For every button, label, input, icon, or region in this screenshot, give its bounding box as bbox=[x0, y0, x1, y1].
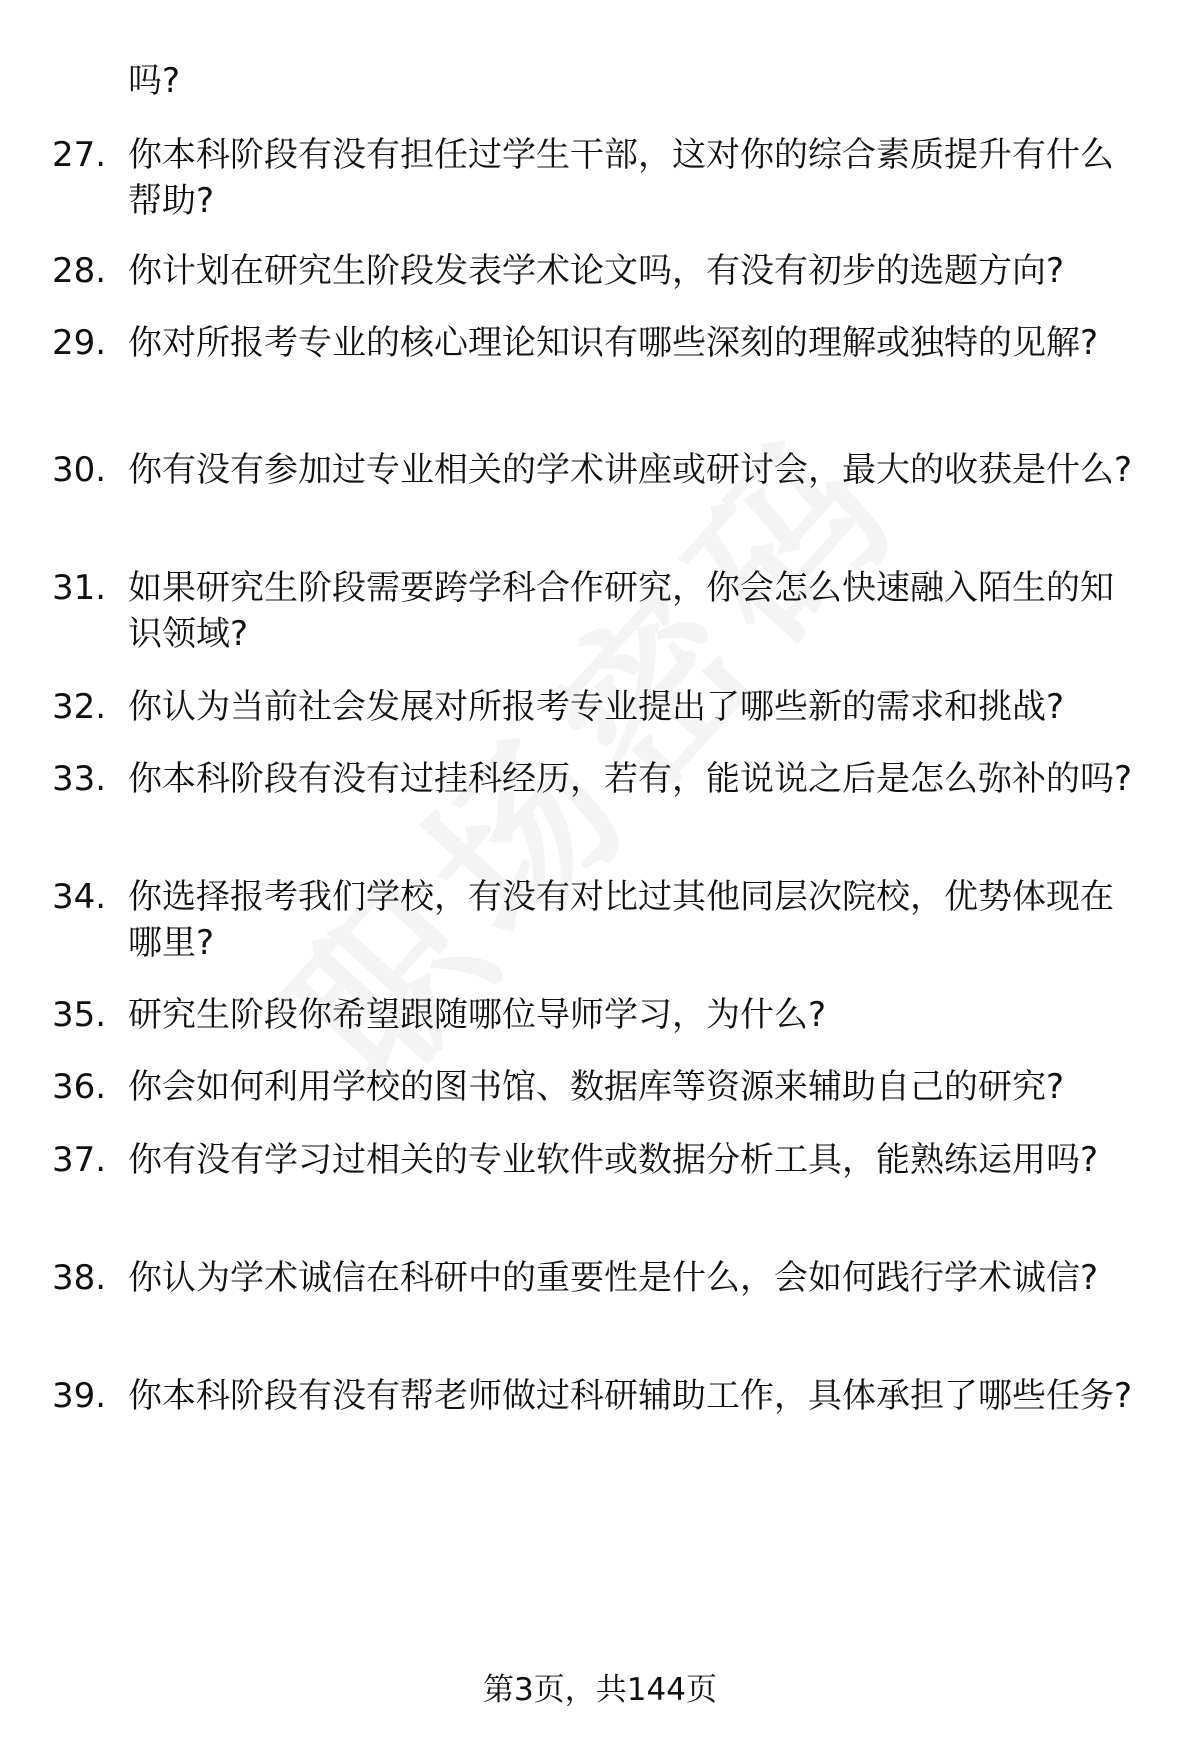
question-text: 你选择报考我们学校，有没有对比过其他同层次院校，优势体现在哪里? bbox=[128, 877, 1114, 963]
question-number: 32. bbox=[52, 687, 107, 727]
question-number: 34. bbox=[52, 877, 107, 917]
question-text: 你认为当前社会发展对所报考专业提出了哪些新的需求和挑战? bbox=[128, 687, 1065, 727]
question-text: 你本科阶段有没有帮老师做过科研辅助工作，具体承担了哪些任务? bbox=[128, 1376, 1133, 1416]
question-number: 30. bbox=[52, 450, 107, 490]
question-text: 你会如何利用学校的图书馆、数据库等资源来辅助自己的研究? bbox=[128, 1067, 1065, 1107]
question-text: 如果研究生阶段需要跨学科合作研究，你会怎么快速融入陌生的知识领域? bbox=[128, 568, 1114, 654]
carryover-text: 吗? bbox=[128, 61, 181, 101]
question-text: 你有没有参加过专业相关的学术讲座或研讨会，最大的收获是什么? bbox=[128, 450, 1133, 490]
question-text: 你有没有学习过相关的专业软件或数据分析工具，能熟练运用吗? bbox=[128, 1140, 1099, 1180]
question-text: 你计划在研究生阶段发表学术论文吗，有没有初步的选题方向? bbox=[128, 251, 1065, 291]
question-text: 你本科阶段有没有担任过学生干部，这对你的综合素质提升有什么帮助? bbox=[128, 135, 1114, 221]
question-number: 33. bbox=[52, 759, 107, 799]
question-text: 研究生阶段你希望跟随哪位导师学习，为什么? bbox=[128, 995, 827, 1035]
question-number: 35. bbox=[52, 995, 107, 1035]
question-text: 你认为学术诚信在科研中的重要性是什么，会如何践行学术诚信? bbox=[128, 1258, 1099, 1298]
question-number: 29. bbox=[52, 323, 107, 363]
page-number-footer: 第3页，共144页 bbox=[483, 1672, 717, 1708]
question-number: 31. bbox=[52, 568, 107, 608]
question-text: 你本科阶段有没有过挂科经历，若有，能说说之后是怎么弥补的吗? bbox=[128, 759, 1133, 799]
question-number: 37. bbox=[52, 1140, 107, 1180]
question-number: 28. bbox=[52, 251, 107, 291]
question-number: 36. bbox=[52, 1067, 107, 1107]
question-number: 38. bbox=[52, 1258, 107, 1298]
question-text: 你对所报考专业的核心理论知识有哪些深刻的理解或独特的见解? bbox=[128, 323, 1099, 363]
question-number: 39. bbox=[52, 1376, 107, 1416]
question-number: 27. bbox=[52, 135, 107, 175]
